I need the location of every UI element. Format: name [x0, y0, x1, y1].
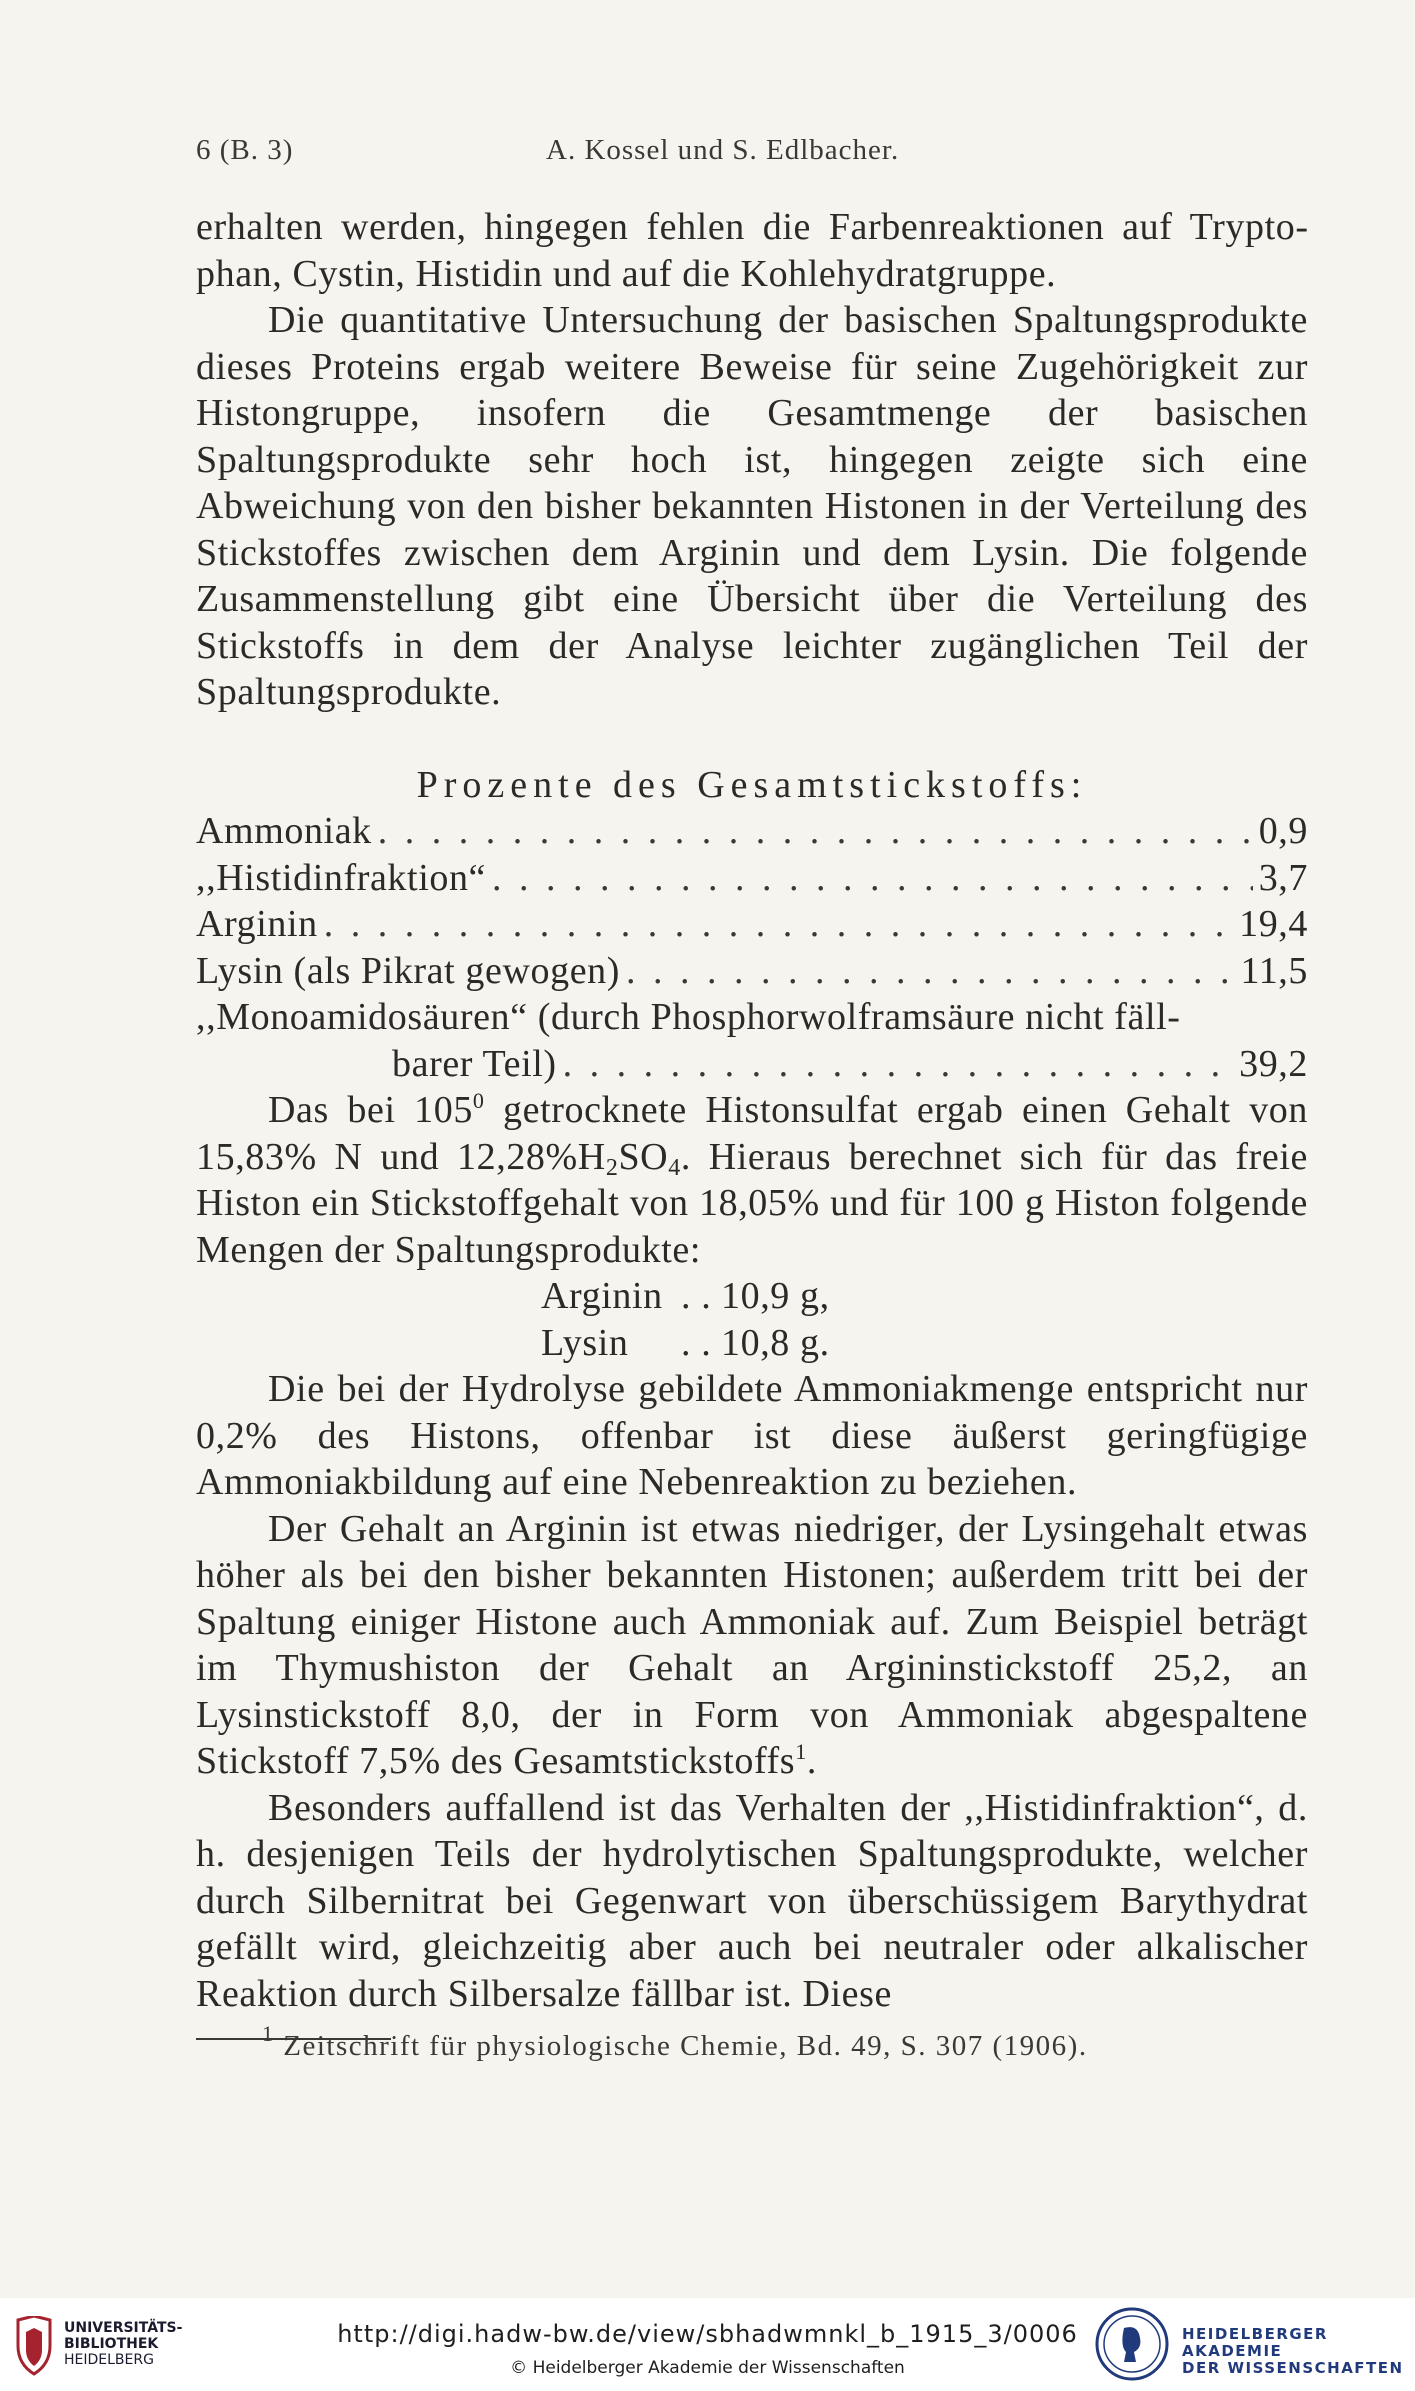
table-row: [196, 948, 1308, 995]
footnote-mark: 1: [262, 2021, 275, 2046]
paragraph-5: Der Gehalt an Arginin ist etwas niedriger, der Lysingehalt etwas höher als bei den bisher bekannten Histonen; außerdem tritt bei der Spaltung einiger Histone auch Ammoniak auf. Zum Beispiel beträgt im Thymushiston der Gehalt an Argininstickstoff 25,2, an Lysinstickstoff 8,0, der in Form von Ammoniak abgespaltene Stickstoff 7,5% des Gesamtstickstoffs$^1$.: [196, 1507, 1308, 1782]
leader-dots: . .: [681, 1275, 712, 1317]
footnote: [262, 2021, 1088, 2063]
row-label: Arginin: [196, 903, 318, 945]
paragraph-3: Das bei $105^0$ getrocknete Histonsulfat ergab einen Gehalt von 15,83% N und $12,28\%H_2SO_4$. Hieraus berechnet sich für das freie Histon ein Stickstoffgehalt von 18,05% und für 100 g Histon folgende Mengen der Spaltungsprodukte:: [196, 1088, 1308, 1271]
footnote-text: Zeitschrift für physiologische Chemie, Bd. 49, S. 307 (1906).: [283, 2030, 1088, 2062]
item-value: 10,8 g.: [721, 1321, 830, 1364]
footnote-ref: 1: [795, 1739, 807, 1764]
row-label-continued: barer Teil): [392, 1042, 557, 1085]
table-row: [196, 855, 1308, 902]
source-url-link[interactable]: http://digi.hadw-bw.de/view/sbhadwmnkl_b_1915_3/0006: [337, 2320, 1078, 2348]
leader-dots: [378, 808, 1253, 855]
row-label: Lysin (als Pikrat gewogen): [196, 949, 621, 992]
paragraph-6: Besonders auffallend ist das Verhalten der ,,Histidinfraktion“, d. h. desjenigen Teils der hydrolytischen Spaltungsprodukte, welcher durch Silbernitrat bei Gegenwart von überschüssigem Barythydrat gefällt wird, gleichzeitig aber auch bei neutraler oder alkalischer Reaktion durch Silbersalze fällbar ist. Diese: [196, 1786, 1308, 2015]
row-value: 0,9: [1258, 810, 1308, 852]
leader-dots: . .: [681, 1321, 712, 1364]
digitization-footer: [0, 2298, 1415, 2391]
item-name: Lysin: [541, 1321, 629, 1364]
paragraph-2: Die quantitative Untersuchung der basischen Spaltungsprodukte dieses Proteins ergab weitere Beweise für seine Zugehörigkeit zur Histongruppe, insofern die Gesamtmenge der basischen Spaltungsprodukte sehr hoch ist, hingegen zeigte sich eine Abweichung von den bisher bekannten Histonen in der Verteilung des Stickstoffes zwischen dem Arginin und dem Lysin. Die folgende Zusammenstellung gibt eine Übersicht über die Verteilung des Stickstoffs in dem der Analyse leichter zugänglichen Teil der Spaltungsprodukte.: [196, 299, 1308, 713]
academy-name: HEIDELBERGER AKADEMIE DER WISSENSCHAFTEN: [1182, 2325, 1404, 2377]
table-row: [196, 994, 1308, 1041]
row-value: 3,7: [1258, 856, 1308, 899]
nitrogen-table: [196, 808, 1308, 1087]
leader-dots: [492, 855, 1253, 902]
item-value: 10,9 g,: [721, 1275, 830, 1317]
page-number: 6 (B. 3): [196, 134, 294, 166]
item-name: Arginin: [541, 1275, 663, 1317]
body-text: [196, 204, 1308, 2017]
row-value: 19,4: [1239, 903, 1308, 945]
copyright-notice: © Heidelberger Akademie der Wissenschaften: [510, 2358, 905, 2378]
leader-dots: [324, 901, 1233, 948]
academy-seal-icon: [1094, 2306, 1170, 2382]
table-row: [196, 1041, 1308, 1088]
leader-dots: [626, 948, 1234, 995]
row-value: 39,2: [1239, 1042, 1308, 1085]
leader-dots: [563, 1041, 1233, 1088]
paragraph-4: Die bei der Hydrolyse gebildete Ammoniakmenge entspricht nur 0,2% des Histons, offenbar ist diese äußerst geringfügige Ammoniakbildung auf eine Nebenreaktion zu beziehen.: [196, 1368, 1308, 1503]
table-row: [196, 901, 1308, 948]
table-row: [196, 808, 1308, 855]
row-label: ,,Histidinfraktion“: [196, 856, 487, 899]
row-label: ,,Monoamidosäuren“ (durch Phosphorwolframsäure nicht fäll-: [196, 996, 1181, 1038]
university-library-name: UNIVERSITÄTS- BIBLIOTHEK HEIDELBERG: [64, 2320, 183, 2368]
list-item: [541, 1320, 1308, 1367]
row-value: 11,5: [1240, 949, 1308, 992]
yield-list: [541, 1273, 1308, 1366]
paragraph-1: erhalten werden, hingegen fehlen die Farbenreaktionen auf Tryptophan, Cystin, Histidin und auf die Kohlehydratgruppe.: [196, 206, 1308, 295]
table-heading: Prozente des Gesamtstickstoffs:: [416, 763, 1088, 806]
running-head-authors: A. Kossel und S. Edlbacher.: [546, 134, 900, 166]
row-label: Ammoniak: [196, 810, 372, 852]
list-item: [541, 1273, 1308, 1320]
